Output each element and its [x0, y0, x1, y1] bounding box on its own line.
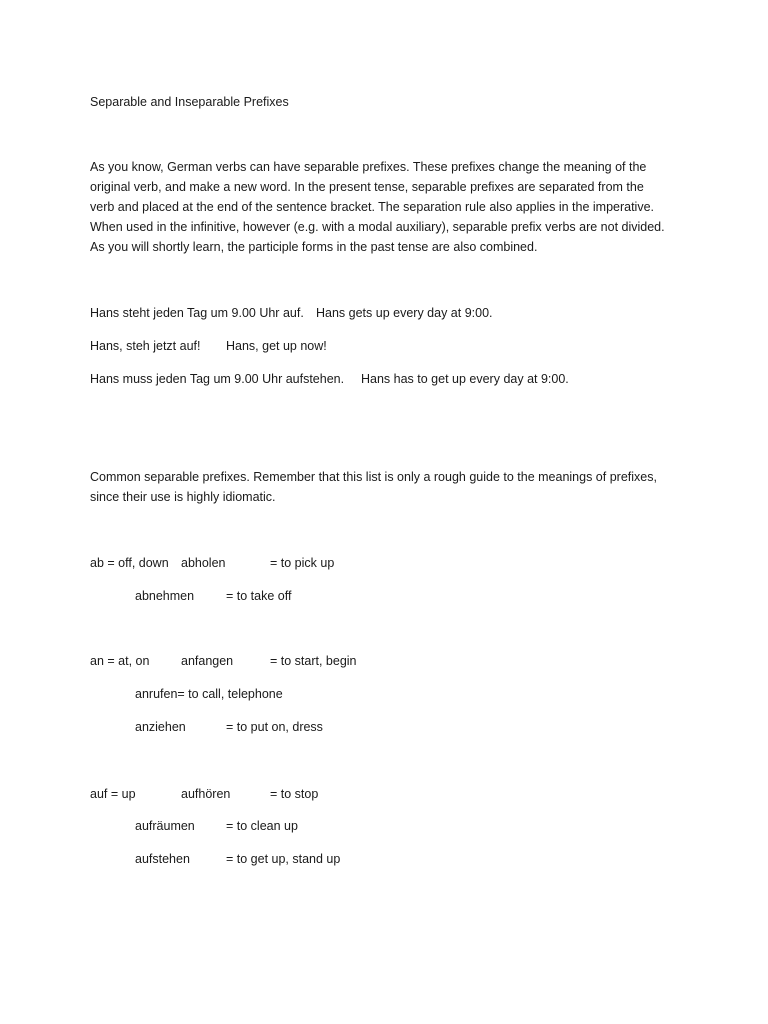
meaning: = to put on, dress: [226, 720, 323, 734]
intro-line: As you will shortly learn, the participle forms in the past tense are also combined.: [90, 240, 538, 254]
meaning: = to pick up: [270, 556, 335, 570]
verb-meaning-line: [135, 684, 283, 704]
prefix-label: ab = off, down: [90, 556, 169, 570]
intro-line: When used in the infinitive, however (e.g. with a modal auxiliary), separable prefix verbs are not divided.: [90, 220, 665, 234]
example-english: Hans gets up every day at 9:00.: [316, 306, 493, 320]
example-english: Hans, get up now!: [226, 339, 327, 353]
meaning: = to get up, stand up: [226, 852, 341, 866]
example-english: Hans has to get up every day at 9:00.: [361, 372, 569, 386]
intro-paragraph: [90, 157, 690, 257]
verb: anrufen: [135, 687, 178, 701]
common-prefixes-intro: [90, 467, 690, 507]
document-title: Separable and Inseparable Prefixes: [90, 95, 289, 109]
verb: abnehmen: [135, 589, 195, 603]
intro-line: verb and placed at the end of the sentence bracket. The separation rule also applies in the imperative.: [90, 200, 655, 214]
verb: abholen: [181, 556, 226, 570]
verb: anziehen: [135, 720, 186, 734]
verb: aufhören: [181, 787, 231, 801]
verb: aufräumen: [135, 819, 195, 833]
meaning: = to stop: [270, 787, 319, 801]
meaning: = to call, telephone: [177, 687, 283, 701]
example-german: Hans steht jeden Tag um 9.00 Uhr auf.: [90, 306, 304, 320]
intro-line: original verb, and make a new word. In the present tense, separable prefixes are separated from the: [90, 180, 644, 194]
common-line: Common separable prefixes. Remember that this list is only a rough guide to the meanings of prefixes,: [90, 470, 657, 484]
verb: aufstehen: [135, 852, 190, 866]
prefix-label: an = at, on: [90, 654, 150, 668]
example-german: Hans muss jeden Tag um 9.00 Uhr aufstehen.: [90, 372, 345, 386]
verb: anfangen: [181, 654, 234, 668]
meaning: = to start, begin: [270, 654, 357, 668]
meaning: = to clean up: [226, 819, 298, 833]
intro-line: As you know, German verbs can have separable prefixes. These prefixes change the meaning of the: [90, 160, 647, 174]
common-line: since their use is highly idiomatic.: [90, 490, 276, 504]
example-german: Hans, steh jetzt auf!: [90, 339, 201, 353]
meaning: = to take off: [226, 589, 292, 603]
prefix-label: auf = up: [90, 787, 136, 801]
